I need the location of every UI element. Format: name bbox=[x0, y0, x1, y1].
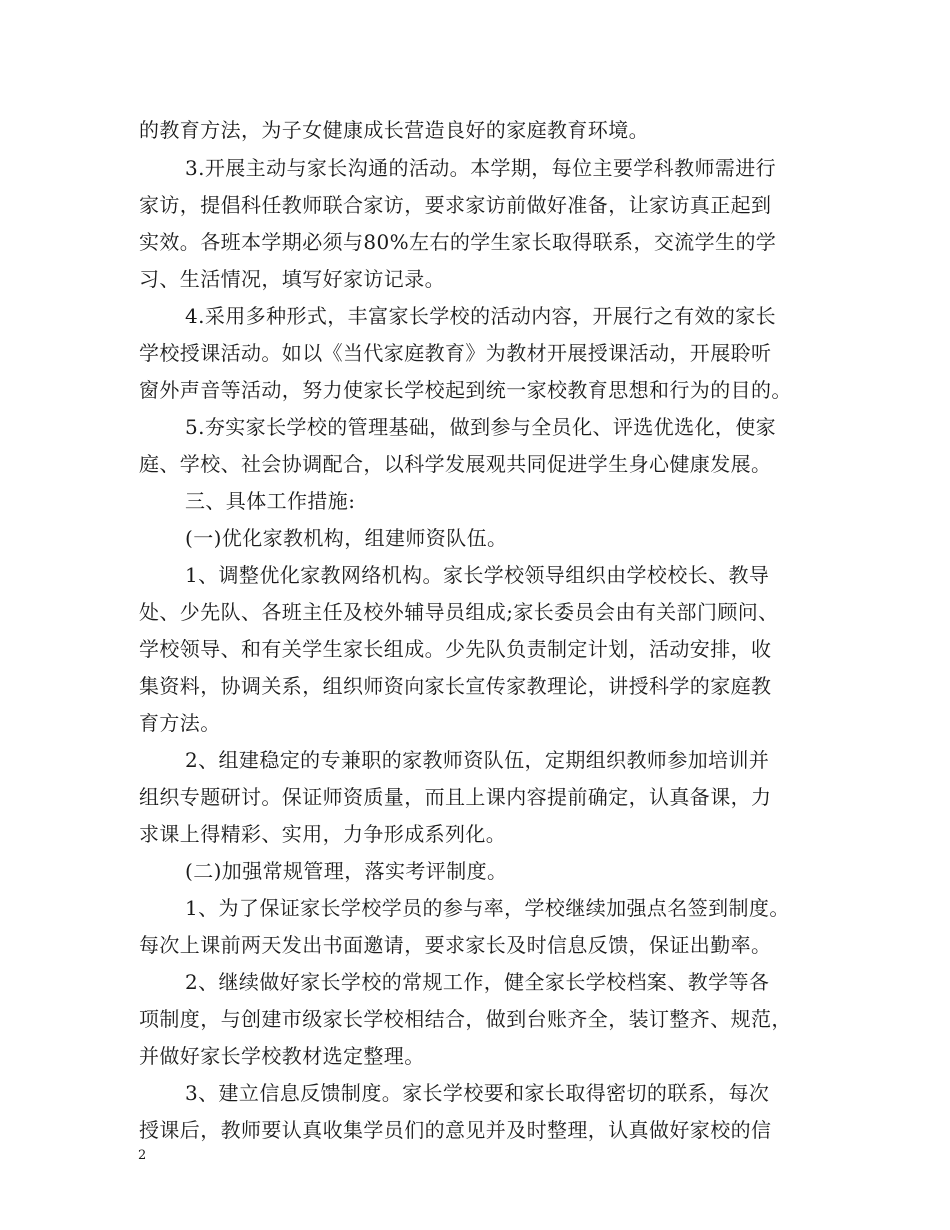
text-line: 2、继续做好家长学校的常规工作，健全家长学校档案、教学等各 bbox=[185, 970, 770, 994]
text-line: 育方法。 bbox=[139, 711, 221, 735]
text-line: 授课后，教师要认真收集学员们的意见并及时整理，认真做好家校的信 bbox=[139, 1118, 772, 1142]
text-line: 4.采用多种形式，丰富家长学校的活动内容，开展行之有效的家长 bbox=[185, 304, 777, 328]
subsection-heading: (一)优化家教机构，组建师资队伍。 bbox=[185, 526, 508, 550]
page-number: 2 bbox=[138, 1148, 147, 1163]
text-line: 家访，提倡科任教师联合家访，要求家访前做好准备，让家访真正起到 bbox=[139, 193, 772, 217]
text-line: 每次上课前两天发出书面邀请，要求家长及时信息反馈，保证出勤率。 bbox=[139, 933, 772, 957]
text-line: 1、为了保证家长学校学员的参与率，学校继续加强点名签到制度。 bbox=[185, 896, 790, 920]
text-line: 习、生活情况，填写好家访记录。 bbox=[139, 267, 445, 291]
text-line: 窗外声音等活动，努力使家长学校起到统一家校教育思想和行为的目的。 bbox=[139, 378, 792, 402]
text-line: 庭、学校、社会协调配合，以科学发展观共同促进学生身心健康发展。 bbox=[139, 452, 772, 476]
text-line: 并做好家长学校教材选定整理。 bbox=[139, 1044, 425, 1068]
text-line: 3、建立信息反馈制度。家长学校要和家长取得密切的联系，每次 bbox=[185, 1081, 770, 1105]
text-line: 5.夯实家长学校的管理基础，做到参与全员化、评选优选化，使家 bbox=[185, 415, 777, 439]
subsection-heading: (二)加强常规管理，落实考评制度。 bbox=[185, 859, 508, 883]
text-line: 项制度，与创建市级家长学校相结合，做到台账齐全，装订整齐、规范， bbox=[139, 1007, 792, 1031]
text-line: 3.开展主动与家长沟通的活动。本学期，每位主要学科教师需进行 bbox=[185, 156, 777, 180]
text-line: 集资料，协调关系，组织师资向家长宣传家教理论，讲授科学的家庭教 bbox=[139, 674, 772, 698]
text-line: 实效。各班本学期必须与80%左右的学生家长取得联系，交流学生的学 bbox=[139, 230, 777, 254]
text-line: 求课上得精彩、实用，力争形成系列化。 bbox=[139, 822, 507, 846]
text-line: 学校授课活动。如以《当代家庭教育》为教材开展授课活动，开展聆听 bbox=[139, 341, 772, 365]
text-line: 1、调整优化家教网络机构。家长学校领导组织由学校校长、教导 bbox=[185, 563, 770, 587]
section-heading: 三、具体工作措施: bbox=[185, 489, 356, 513]
text-line: 的教育方法，为子女健康成长营造良好的家庭教育环境。 bbox=[139, 118, 649, 142]
text-line: 组织专题研讨。保证师资质量，而且上课内容提前确定，认真备课，力 bbox=[139, 785, 772, 809]
text-line: 学校领导、和有关学生家长组成。少先队负责制定计划，活动安排，收 bbox=[139, 637, 772, 661]
text-line: 2、组建稳定的专兼职的家教师资队伍，定期组织教师参加培训并 bbox=[185, 748, 770, 772]
text-line: 处、少先队、各班主任及校外辅导员组成;家长委员会由有关部门顾问、 bbox=[139, 600, 779, 624]
